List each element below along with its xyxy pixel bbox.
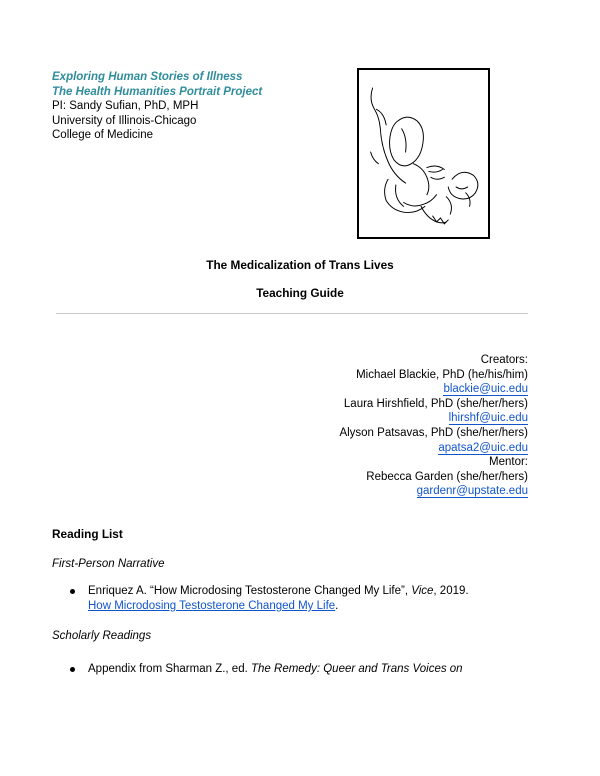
portrait-image bbox=[357, 68, 490, 239]
mentor-email-link[interactable]: gardenr@upstate.edu bbox=[416, 485, 528, 498]
line-drawing-of-seated-figure-icon bbox=[359, 70, 488, 237]
creator-email-link[interactable]: blackie@uic.edu bbox=[443, 383, 528, 396]
creator-name: Laura Hirshfield, PhD (she/her/hers) bbox=[343, 397, 528, 410]
pi-line: PI: Sandy Sufian, PhD, MPH bbox=[52, 100, 199, 113]
creator-name: Michael Blackie, PhD (he/his/him) bbox=[356, 368, 528, 381]
college-line: College of Medicine bbox=[52, 129, 154, 142]
bullet-icon bbox=[70, 667, 75, 672]
creator-email-link[interactable]: lhirshf@uic.edu bbox=[448, 412, 528, 425]
section-subheading: First-Person Narrative bbox=[52, 558, 165, 570]
horizontal-divider bbox=[56, 313, 528, 314]
creator-name: Alyson Patsavas, PhD (she/her/hers) bbox=[339, 426, 528, 439]
creators-label: Creators: bbox=[480, 354, 528, 366]
citation-text: Enriquez A. “How Microdosing Testosterone Changed My Life”, bbox=[88, 585, 412, 597]
project-title: The Health Humanities Portrait Project bbox=[52, 85, 263, 98]
mentor-name: Rebecca Garden (she/her/hers) bbox=[366, 470, 528, 483]
article-link[interactable]: How Microdosing Testosterone Changed My Life bbox=[88, 600, 336, 612]
citation-book-title: The Remedy: Queer and Trans Voices on bbox=[251, 663, 463, 675]
reading-list-heading: Reading List bbox=[52, 527, 123, 541]
citation-text: Appendix from Sharman Z., ed. bbox=[88, 663, 251, 675]
document-subtitle: Teaching Guide bbox=[256, 286, 344, 300]
university-line: University of Illinois-Chicago bbox=[52, 114, 197, 127]
series-title: Exploring Human Stories of Illness bbox=[52, 71, 243, 83]
bullet-icon bbox=[70, 589, 75, 594]
document-title: The Medicalization of Trans Lives bbox=[206, 258, 394, 272]
creators-block bbox=[339, 353, 528, 499]
citation-year: , 2019. bbox=[433, 585, 469, 597]
mentor-label: Mentor: bbox=[489, 456, 528, 469]
link-suffix: . bbox=[335, 600, 339, 612]
section-subheading: Scholarly Readings bbox=[52, 630, 152, 642]
creator-email-link[interactable]: apatsa2@uic.edu bbox=[438, 441, 528, 454]
header-block bbox=[52, 70, 262, 143]
citation-journal: Vice bbox=[411, 585, 434, 597]
